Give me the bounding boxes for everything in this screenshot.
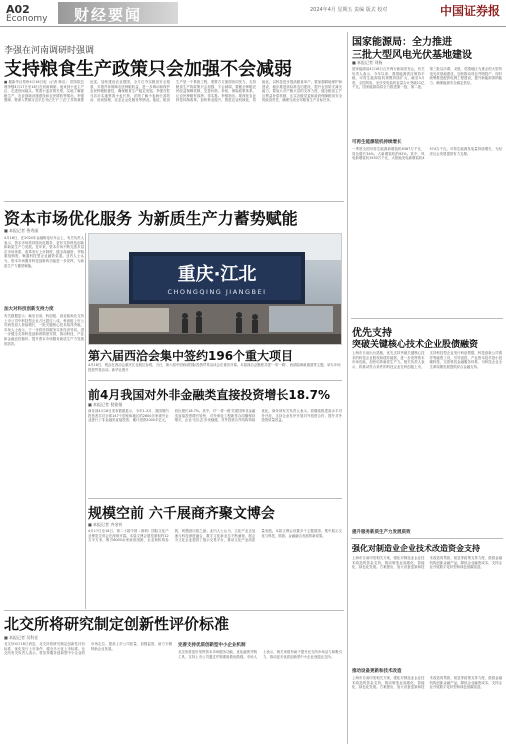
research-headline: 北交所将研究制定创新性评价标准	[4, 615, 230, 633]
tech-headline-1: 优先支持	[352, 328, 392, 339]
photo-caption: 4月18日，观众在西洽会重庆江北展区参观。当日，第六届中国西部国际投资贸易洽谈会在重庆开幕，本届西洽会聚焦共建'一带一路'、西部陆海新通道等主题，举办多场投资贸易活动。新华社图片	[88, 363, 341, 372]
header-meta: 2024年4月 星期五 责编 版式 校对	[310, 7, 388, 13]
article2-body: 4月18日，在2024年金融街论坛年会上，有关负责人表示，资本市场将持续优化服务，更好支持科技创新和新质生产力发展。近年来，资本市场不断完善多层次市场体系，改革发行上市制度，健全再融资、并购重组制度，畅通科技型企业融资渠道。业内人士认为，资本市场服务科技创新的功能进一步发挥，为新质生产力蓄势赋能。	[4, 236, 84, 268]
expo-byline: ■ 本报记者 齐金钊	[88, 522, 123, 527]
energy-kicker: 国家能源局：全力推进	[352, 37, 452, 48]
right-divider-2	[351, 538, 503, 539]
lead-kicker: 李强在河南调研时强调	[4, 46, 95, 56]
research-body2: 北交所将更好发挥资本市场服务功能，优化融资并购工具，支持上市公司通过并购重组做优做强。市场人士表示，相关举措有助于提升北交所市场活力和吸引力，推动更多优质创新型中小企业登陆北交所。	[178, 650, 342, 659]
tech-subhead: 提升服务新质生产力发展质效	[352, 530, 411, 535]
section-label: Economy	[6, 14, 48, 24]
expo-body: 4月17日至18日，第二十届中国（深圳）国际文化产业博览交易会在深圳开幕。本届文博会展览面积约12万平方米，吸引6000余家政府组团、企业和机构参展，规模创历届之最。业内人士认为，文化产业正加速与科技深度融合，数字文化新业态不断涌现，展会为文化企业提供了展示交易平台，推动文化产业高质量发展。本届文博会设置多个主题展馆，集中展示文化与科技、旅游、金融融合发展的新成果。	[88, 529, 342, 543]
page-number: A02	[6, 3, 30, 16]
energy-subhead: 可再生能源装机持续增长	[352, 140, 402, 145]
photo-divider	[88, 380, 342, 381]
research-body: 北交所4月18日消息，北交所将研究制定创新性评价标准，优化发行上市条件，健全多元化上市标准。北交所有关负责人表示，将坚持服务创新型中小企业的市场定位，提高上市公司质量，加强监管，助力专精特新企业发展。	[4, 642, 172, 656]
expo-sign-text: 重庆·江北	[177, 264, 257, 285]
masthead-logo: 中国证券报	[439, 4, 500, 18]
research-subhead: 完善支持优质创新型中小企业机制	[178, 643, 246, 648]
energy-headline: 三批大型风电光伏基地建设	[352, 50, 472, 61]
tech-headline-2: 突破关键核心技术企业股债融资	[352, 340, 479, 350]
tech-body: 上海市日前出台措施，优先支持突破关键核心技术的科技企业股权和债券融资，进一步发挥资本市场功能，加快培育新质生产力。相关负责人表示，将推动符合条件的科技企业在科创板上市，支持科技型企业发行科创票据、科技创新公司债券等融资工具，引导创投、产业资本投早投小投硬科技，完善科技金融服务体系，为科技企业全生命周期发展提供综合金融支持。	[352, 351, 502, 369]
expo-photo	[88, 233, 342, 345]
section-title: 财经要闻	[74, 6, 143, 24]
energy-body2: 一季度全国可再生能源新增装机6367万千瓦，同比增长34%，占新增装机的92%。其中，风电新增装机1550万千瓦，太阳能发电新增装机4574万千瓦。可再生能源发电量持续增长，为经济社会发展提供有力支撑。	[352, 147, 502, 161]
energy-body: 国家能源局4月18日召开例行新闻发布会。有关负责人表示，今年以来，我国能源供应保持平稳，可再生能源装机规模持续扩大，截至3月底，全国风电、光伏发电装机容量合计突破11亿千瓦。国家能源局将全力推进第一批、第二批、第三批以沙漠、戈壁、荒漠地区为重点的大型风电光伏基地建设，加快推动项目并网投产，同时统筹推进配套电网工程建设，提升新能源消纳能力，确保能源安全稳定供应。	[352, 67, 502, 90]
manufacturing-subhead: 推动设备更新和技术改造	[352, 669, 402, 674]
inner-column-divider	[85, 233, 86, 609]
lead-byline: ■ 据新华社郑州4月18日电（记者 韩洁）	[4, 80, 69, 84]
lead-text: 国务院总理李强4月17日至18日在河南调研。他来到小麦主产区，走进田间地头，察看小麦苗情长势，实地了解夏粮生产、农业基础设施建设和农民增收等情况。李强强调，要深入贯彻习近平总书记关于'三农'工作的重要论述，加快建设农业强国，全方位夯实粮食安全根基，多措并举保障农民种粮收益，进一步调动和保护农民种粮积极性，确保粮食生产稳定发展。李强在驻马店市实地察看小麦长势，详细了解小麦病虫害防治、田间管理、农业社会化服务等情况。他说，粮食生产是一个系统工程，需要方方面面协同发力。支持粮食生产的政策只会加强、不会减弱，要健全种粮农民收益保障机制，完善价格、补贴、保险政策体系，让农民种粮有钱挣、得实惠。李强指出，要深化农业科技体制改革，加快种业振兴，推进农业机械化、智能化，以科技进步提高粮食单产。要加强耕地保护和建设，稳步推进高标准农田建设，提升农田防灾减灾能力。要加大对产粮大县的支持力度，健全粮食主产区利益补偿机制，压实各级党委和政府保障粮食安全的政治责任，确保完成全年粮食生产目标任务。	[4, 80, 342, 103]
manufacturing-headline: 强化对制造业企业技术改造资金支持	[352, 544, 480, 553]
manufacturing-body: 上海市日前印发相关方案，强化对制造业企业技术改造的资金支持，推动制造业高端化、智能化、绿色化发展。方案提出，加大设备更新和技术改造再贷款、贴息等政策支持力度，鼓励金融机构创新金融产品，降低企业融资成本，支持企业开展数字化转型和绿色低碳改造。	[352, 556, 502, 570]
manufacturing-body2: 上海市日前印发相关方案，强化对制造业企业技术改造的资金支持，推动制造业高端化、智能化、绿色化发展。方案提出，加大设备更新和技术改造再贷款、贴息等政策支持力度，鼓励金融机构创新金融产品，降低企业融资成本，支持企业开展数字化转型和绿色低碳改造。	[352, 676, 502, 690]
fdi-body: 商务部4月18日发布数据显示，今年1-3月，我国境内投资者共对全球147个国家和地区的2600多家境外企业进行了非金融类直接投资，累计投资2000多亿元，同比增长18.7%。其中，对'一带一路'共建国家非金融类直接投资增长较快，对外承包工程新签合同额保持增长，企业'走出去'步伐稳健，对外投资合作结构持续优化。商务部有关负责人表示，将继续推进高水平对外开放，支持企业有序开展对外投资合作，提升对外投资质量效益。	[88, 409, 342, 423]
bottom-divider	[4, 610, 344, 611]
header-divider	[0, 26, 506, 27]
article2-body2: 有关数据显示，截至目前，科创板、创业板和北交所上市公司中科技型企业占比超过八成。科创板上市公司研发投入持续增长，一批关键核心技术取得突破。市场人士表示，下一步将坚持服务实体经济导向，进一步健全支持科技创新的制度安排，推动科技、产业和金融良性循环，提升资本市场服务新质生产力发展的质效。	[4, 314, 84, 346]
photo-headline: 第六届西洽会集中签约196个重大项目	[88, 349, 294, 363]
section-divider	[4, 201, 344, 202]
lead-headline: 支持粮食生产政策只会加强不会减弱	[4, 59, 292, 80]
article2-subhead: 加大对科技创新支持力度	[4, 307, 54, 312]
expo-sign-sub: CHONGQING JIANGBEI	[167, 288, 267, 296]
column-divider	[347, 32, 348, 744]
energy-byline: ■ 本报记者 刘杨	[352, 60, 383, 65]
research-byline: ■ 本报记者 吴科任	[4, 635, 39, 640]
expo-headline: 规模空前 六千展商齐聚文博会	[88, 506, 275, 522]
section-title-band	[58, 2, 178, 24]
article2-byline: ■ 本报记者 昝秀丽	[4, 228, 39, 233]
expo-photo-image	[89, 234, 342, 345]
page-header	[0, 0, 506, 26]
lead-body	[4, 80, 342, 198]
article2-headline: 资本市场优化服务 为新质生产力蓄势赋能	[4, 209, 298, 228]
fdi-headline: 前4月我国对外非金融类直接投资增长18.7%	[88, 388, 330, 402]
right-divider-1	[351, 318, 503, 319]
fdi-byline: ■ 本报记者 倪铭娅	[88, 402, 123, 407]
expo-divider	[88, 498, 342, 499]
